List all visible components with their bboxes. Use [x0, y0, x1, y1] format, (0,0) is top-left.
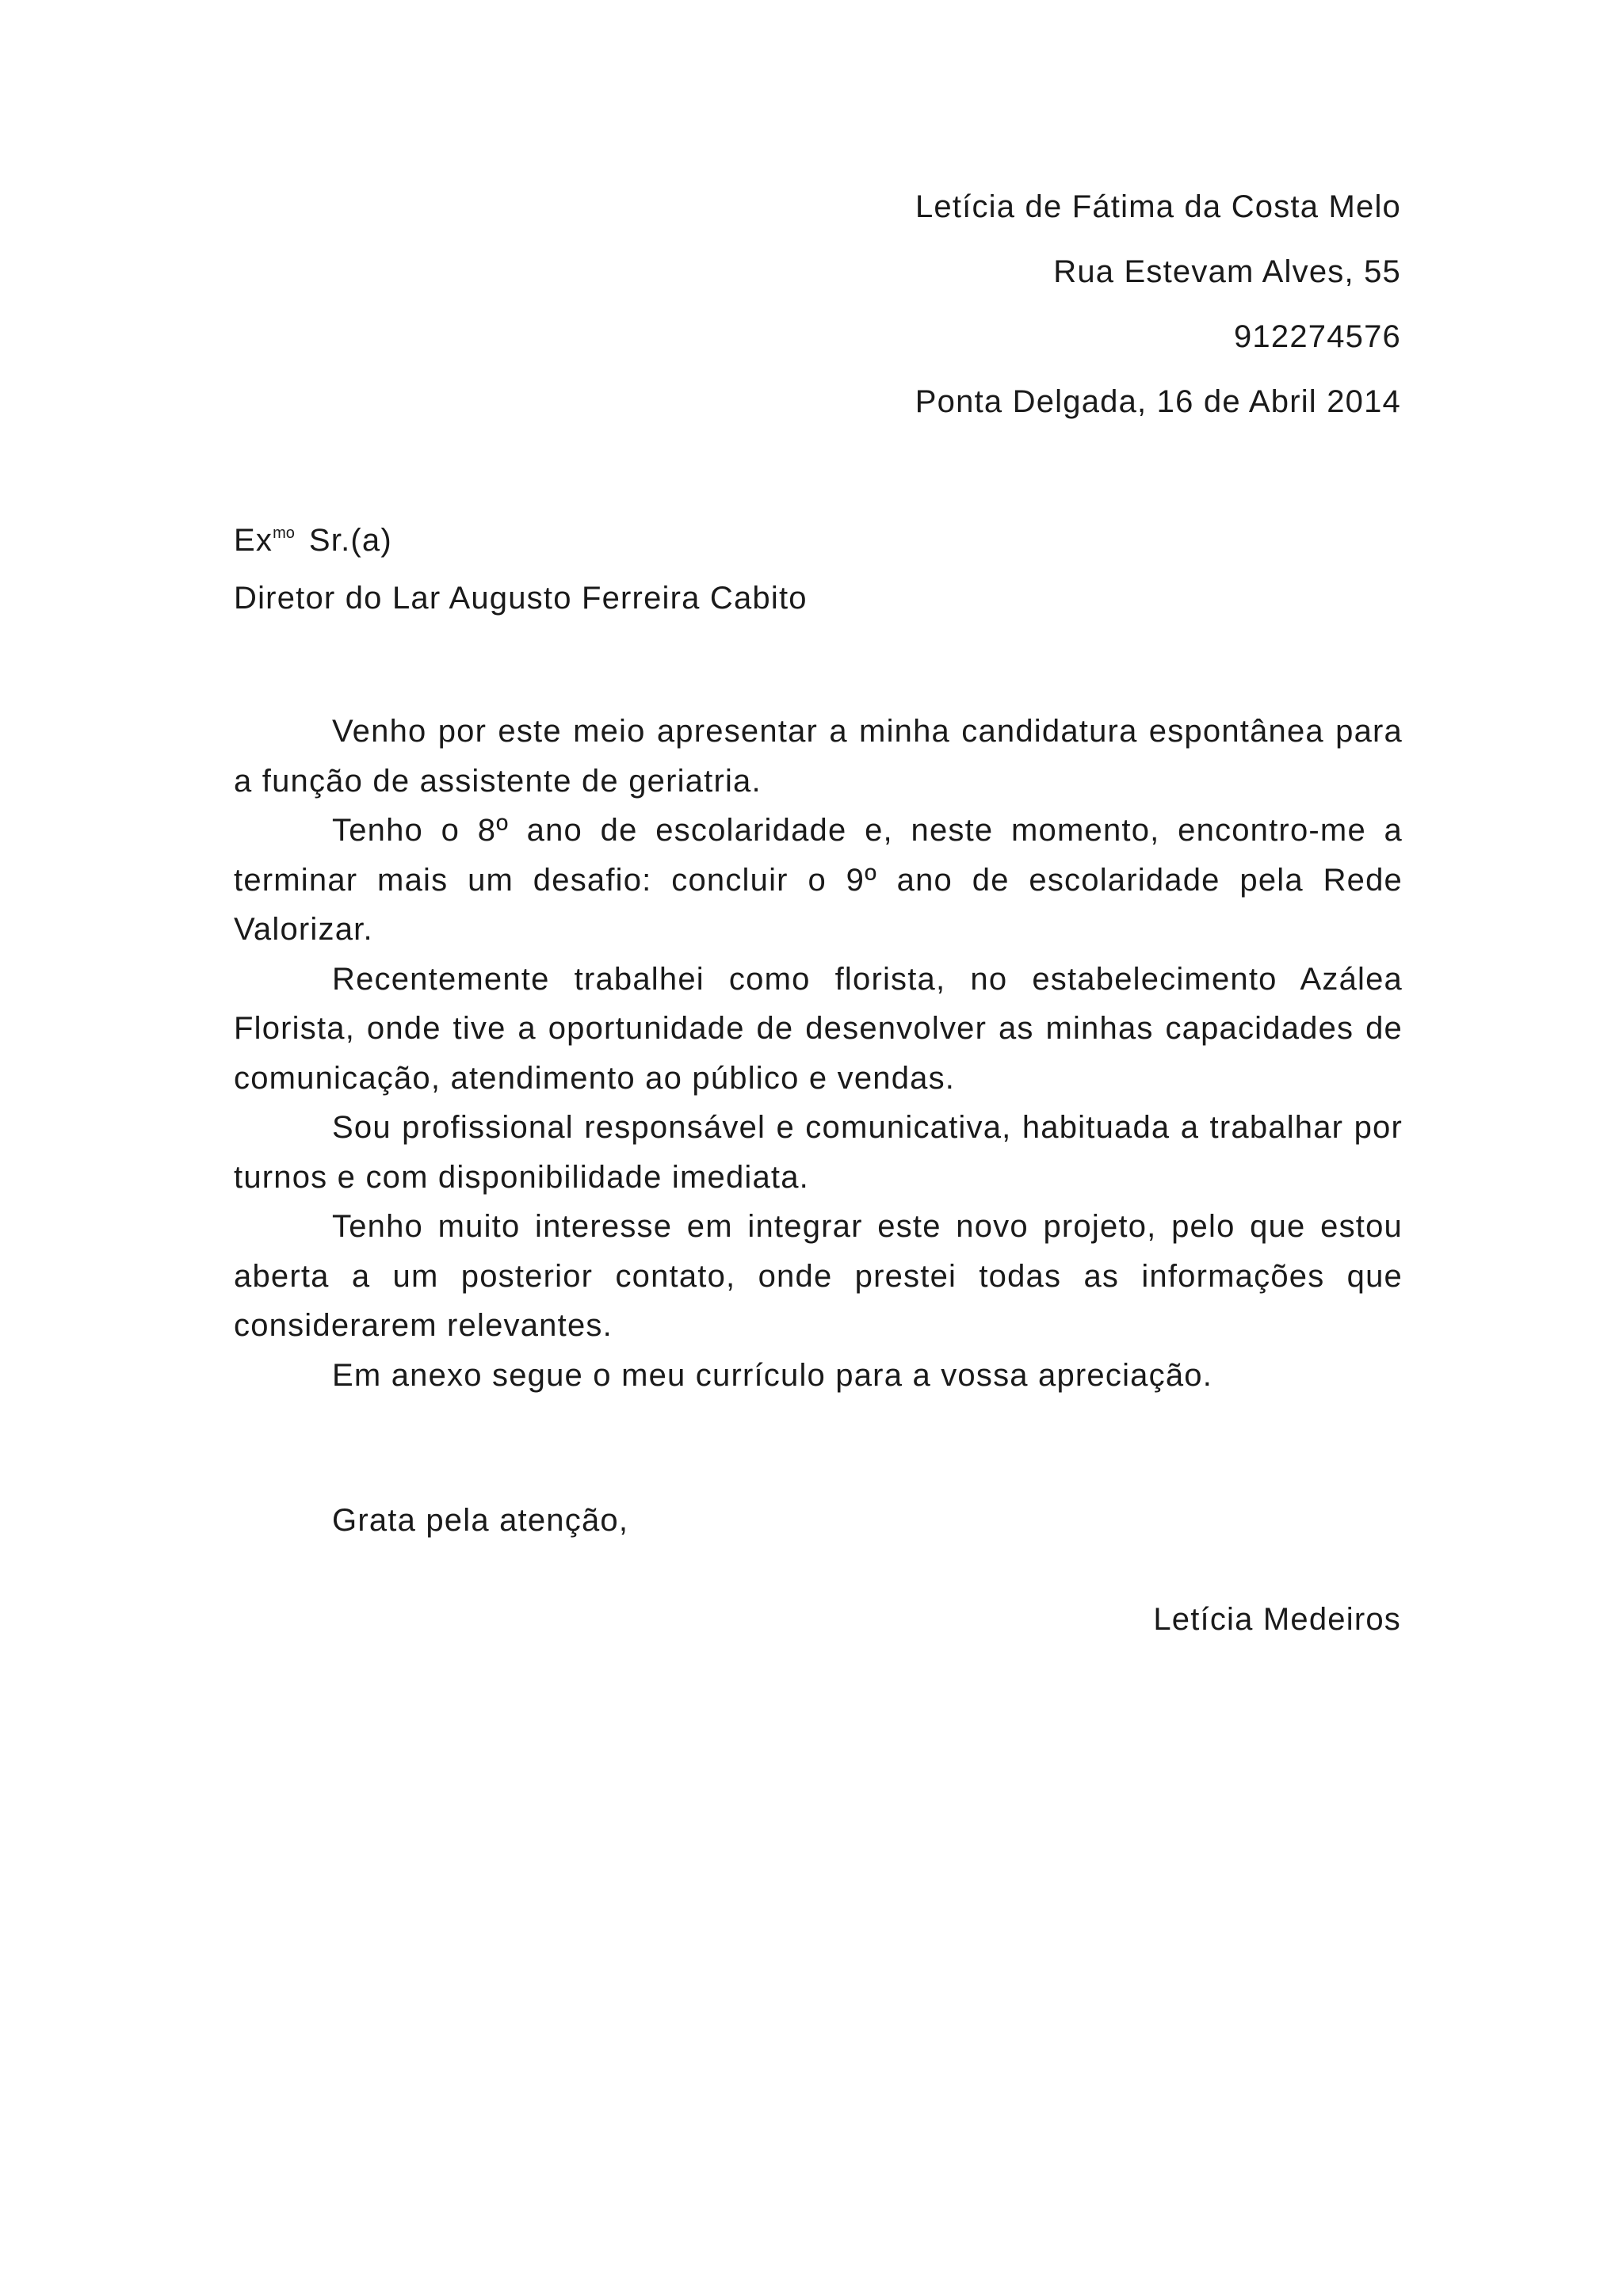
recipient-title: Diretor do Lar Augusto Ferreira Cabito [234, 581, 808, 616]
letter-closing: Grata pela atenção, [332, 1503, 629, 1538]
sender-phone: 912274576 [1233, 319, 1401, 354]
sender-block [915, 184, 1401, 444]
body-paragraph: Em anexo segue o meu currículo para a vossa apreciação. [332, 1357, 1213, 1393]
sender-place-date: Ponta Delgada, 16 de Abril 2014 [915, 384, 1401, 419]
body-paragraph: Recentemente trabalhei como florista, no estabelecimento Azálea Florista, onde tive a oportunidade de desenvolver as minhas capacidades de comunicação, atendimento ao público e vendas. [234, 961, 1403, 1096]
sender-name: Letícia de Fátima da Costa Melo [915, 189, 1401, 224]
sender-address: Rua Estevam Alves, 55 [1053, 254, 1401, 289]
salutation-superscript: mo [273, 524, 295, 542]
body-paragraph: Tenho muito interesse em integrar este novo projeto, pelo que estou aberta a um posterior contato, onde prestei todas as informações que considerarem relevantes. [234, 1209, 1403, 1343]
recipient-salutation [234, 509, 808, 574]
recipient-block [234, 509, 808, 639]
letter-body [234, 707, 1403, 1400]
salutation-prefix: Ex [234, 523, 273, 558]
body-paragraph: Sou profissional responsável e comunicativa, habituada a trabalhar por turnos e com disponibilidade imediata. [234, 1110, 1403, 1195]
salutation-suffix: Sr.(a) [308, 523, 392, 558]
body-paragraph: Tenho o 8º ano de escolaridade e, neste momento, encontro-me a terminar mais um desafio: concluir o 9º ano de escolaridade pela Rede Valorizar. [234, 813, 1403, 947]
letter-signature: Letícia Medeiros [1153, 1602, 1401, 1637]
body-paragraph: Venho por este meio apresentar a minha candidatura espontânea para a função de assistente de geriatria. [234, 714, 1403, 799]
